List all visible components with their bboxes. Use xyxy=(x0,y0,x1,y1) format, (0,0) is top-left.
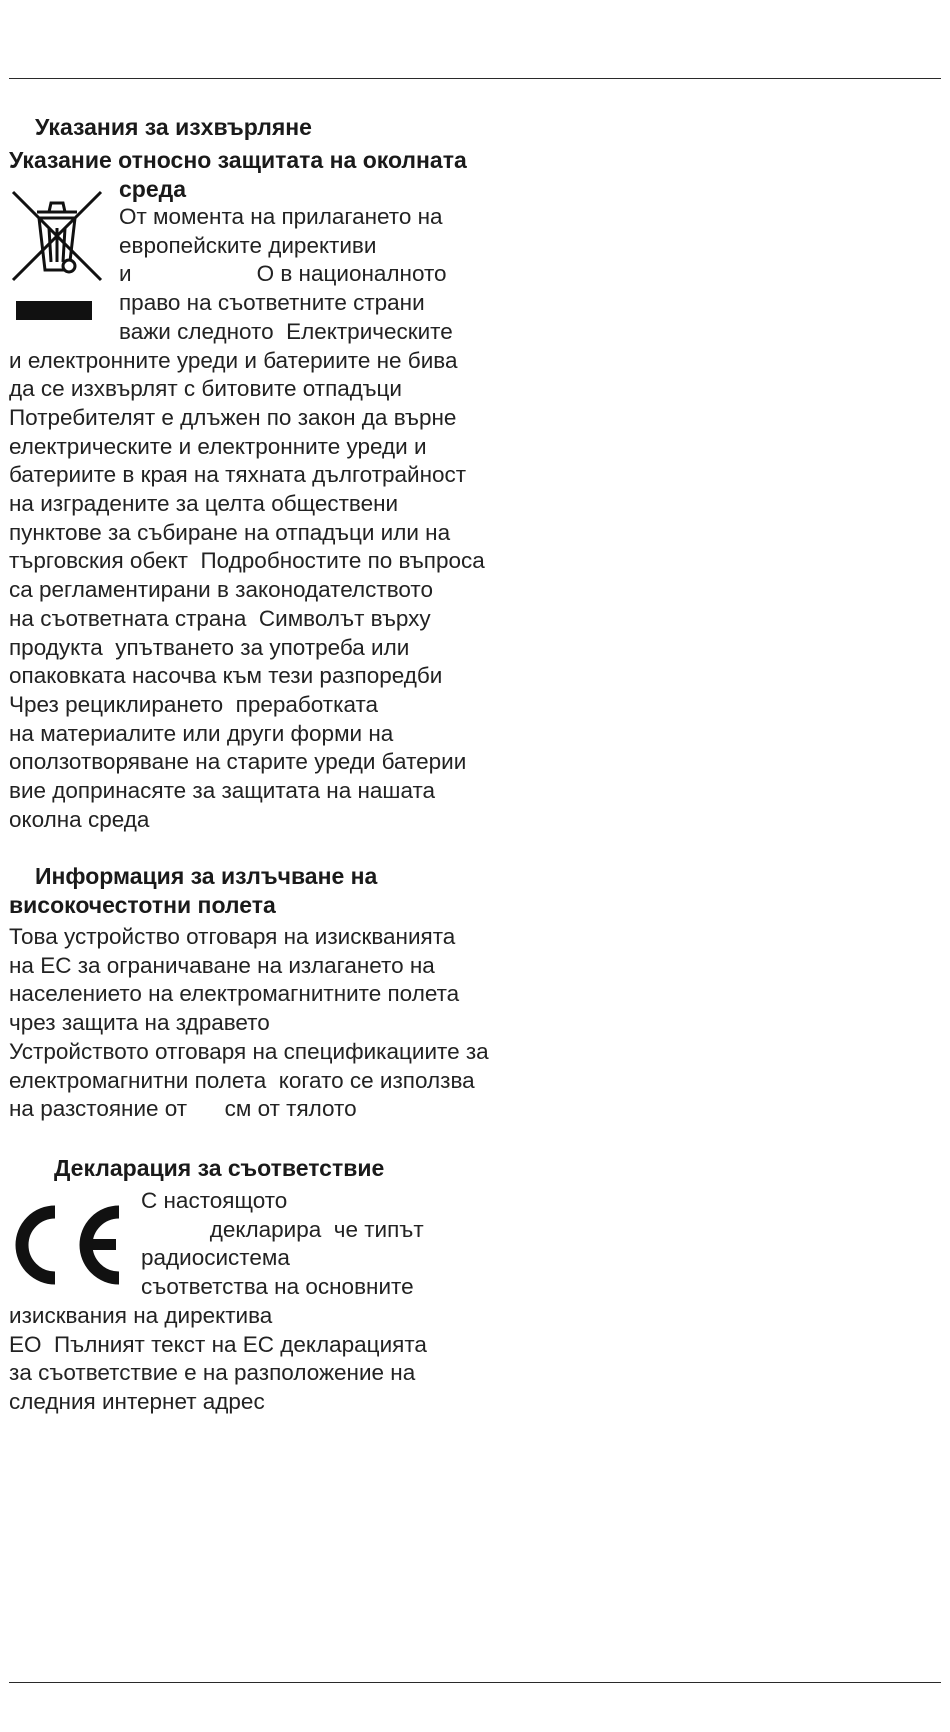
paragraph-line: чрез защита на здравето xyxy=(9,1010,270,1036)
top-divider xyxy=(9,78,941,79)
paragraph-line: радиосистема xyxy=(141,1245,290,1271)
paragraph-line: европейските директиви xyxy=(119,232,377,258)
paragraph-line: и О в националното xyxy=(119,261,447,287)
paragraph-line: вие допринасяте за защитата на нашата xyxy=(9,778,436,804)
paragraph-line: да се изхвърлят с битовите отпадъци xyxy=(9,376,402,402)
paragraph-line: следния интернет адрес xyxy=(9,1388,265,1414)
paragraph-line: на материалите или други форми на xyxy=(9,720,394,746)
paragraph-line: на съответната страна Символът върху xyxy=(9,605,431,631)
paragraph-line: опаковката насочва към тези разпоредби xyxy=(9,663,443,689)
paragraph-line: са регламентирани в законодателството xyxy=(9,577,433,603)
paragraph-line: ЕО Пълният текст на ЕС декларацията xyxy=(9,1331,427,1357)
paragraph-line: Потребителят е длъжен по закон да върне xyxy=(9,404,457,430)
paragraph-line: От момента на прилагането на xyxy=(119,204,443,229)
paragraph-line: търговския обект Подробностите по въпроса xyxy=(9,548,485,574)
paragraph-line: на разстояние от см от тялото xyxy=(9,1096,357,1122)
conformity-section xyxy=(9,1154,464,1417)
paragraph-line: съответства на основните xyxy=(141,1274,414,1300)
paragraph-line: околна среда xyxy=(9,806,150,832)
paragraph-line: оползотворяване на старите уреди батерии xyxy=(9,749,467,775)
environment-subheading-cont: среда xyxy=(119,176,187,202)
conformity-heading: Декларация за съответствие xyxy=(54,1155,385,1181)
paragraph-line: Чрез рециклирането преработката xyxy=(9,691,379,717)
disposal-heading: Указания за изхвърляне xyxy=(35,114,312,140)
environment-subheading: Указание относно защитата на околната xyxy=(9,147,467,173)
rf-heading-cont: високочестотни полета xyxy=(9,892,276,918)
paragraph-line: изисквания на директива xyxy=(9,1302,273,1328)
paragraph-line: важи следното Електрическите xyxy=(119,318,453,344)
paragraph-line: населението на електромагнитните полета xyxy=(9,981,460,1007)
paragraph-line: електромагнитни полета когато се използва xyxy=(9,1067,475,1093)
paragraph-line: продукта упътването за употреба или xyxy=(9,634,410,660)
rf-heading: Информация за излъчване на xyxy=(35,863,378,889)
paragraph-line: за съответствие е на разположение на xyxy=(9,1360,416,1386)
paragraph-line: декларира че типът xyxy=(141,1216,424,1242)
paragraph-line: електрическите и електронните уреди и xyxy=(9,433,427,459)
paragraph-line: право на съответните страни xyxy=(119,290,425,316)
bottom-divider xyxy=(9,1682,941,1683)
paragraph-line: батериите в края на тяхната дълготрайност xyxy=(9,462,467,488)
rf-section xyxy=(9,862,489,1124)
paragraph-line: Устройството отговаря на спецификациите за xyxy=(9,1038,489,1064)
paragraph-line: С настоящото xyxy=(141,1188,288,1213)
paragraph-line: на ЕС за ограничаване на излагането на xyxy=(9,952,435,978)
paragraph-line: Това устройство отговаря на изискванията xyxy=(9,924,456,949)
paragraph-line: на изградените за целта обществени xyxy=(9,491,399,517)
paragraph-line: пунктове за събиране на отпадъци или на xyxy=(9,519,451,545)
paragraph-line: и електронните уреди и батериите не бива xyxy=(9,347,458,373)
disposal-section xyxy=(9,113,485,834)
